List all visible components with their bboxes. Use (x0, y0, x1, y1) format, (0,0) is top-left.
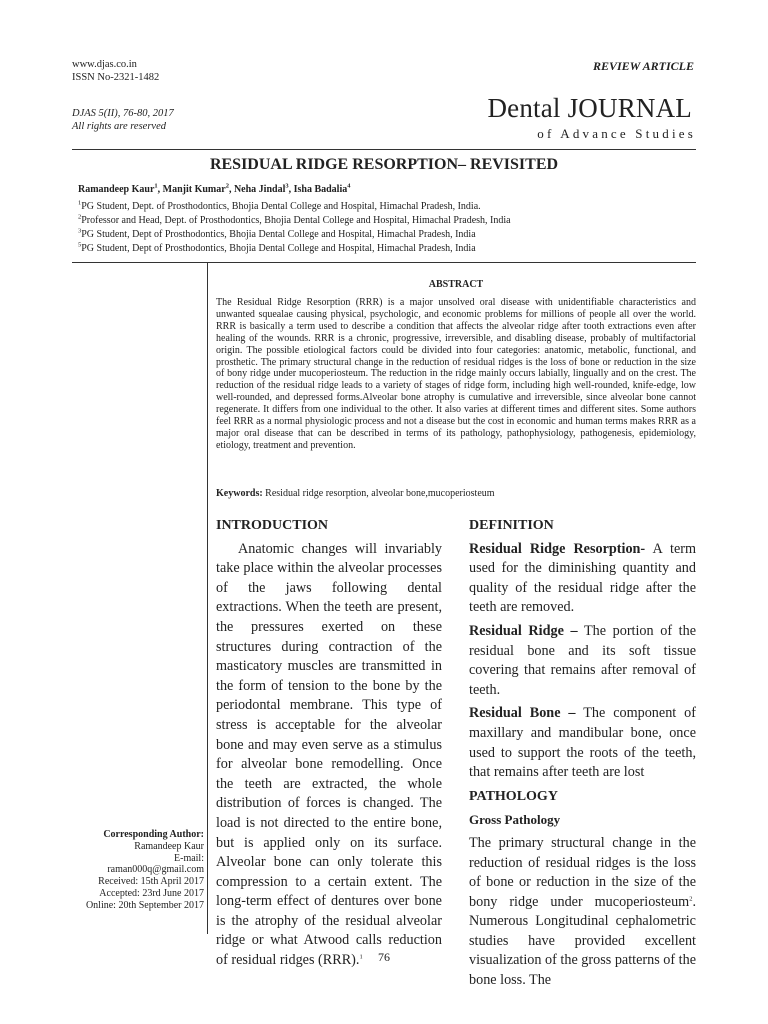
definition-item (469, 704, 696, 782)
affiliation-sup: 5 (78, 241, 82, 249)
corresponding-email[interactable]: raman000q@gmail.com (107, 864, 204, 876)
affiliation-sup: 1 (78, 199, 82, 207)
pathology-text: The primary structural change in the reduction of residual ridges is the loss of bone or reduction in the size of the bony ridge under mucoperiosteum (469, 834, 696, 910)
citation-ref: 2 (689, 894, 693, 902)
accepted-date: Accepted: 23rd June 2017 (99, 887, 204, 899)
definition-text: The portion of the residual bone and its soft tissue covering that remains after removal of teeth. (469, 622, 696, 698)
definition-section (469, 516, 696, 991)
affiliation-sup: 3 (78, 227, 82, 235)
affiliation (78, 228, 698, 242)
pathology-heading: PATHOLOGY (469, 788, 558, 804)
abstract-heading: ABSTRACT (428, 279, 484, 290)
affiliation-text: PG Student, Dept of Prosthodontics, Bhojia Dental College and Hospital, Himachal Pradesh, India (81, 243, 476, 254)
definition-text: The component of maxillary and mandibular bone, once used to support the roots of the teeth, that remains after teeth are lost (469, 705, 696, 781)
journal-subtitle: of Advance Studies (537, 126, 696, 141)
affiliation-text: Professor and Head, Dept. of Prosthodontics, Bhojia Dental College and Hospital, Himachal Pradesh, India (81, 215, 511, 226)
corresponding-name: Ramandeep Kaur (134, 840, 204, 852)
author-list: Ramandeep Kaur$^1$, Manjit Kumar$^2$, Neha Jindal$^3$, Isha Badalia$^4$ (78, 182, 351, 195)
journal-name: Dental JOURNAL (487, 93, 692, 123)
author-name: Isha Badalia (293, 184, 348, 195)
author-sup: 3 (285, 182, 289, 190)
affiliation-divider (72, 262, 696, 263)
rights-notice: All rights are reserved (72, 121, 166, 132)
header-divider (72, 149, 696, 150)
introduction-paragraph (216, 540, 442, 971)
journal-website[interactable]: www.djas.co.in (72, 59, 137, 70)
definition-item (469, 540, 696, 618)
introduction-text: Anatomic changes will invariably take place within the alveolar processes of the jaws following dental extractions. When the teeth are present, the pressures exerted on these structures during contraction of the masticatory muscles are transmitted in the form of tension to the bone by the periodontal membrane. This type of stress is acceptable for the alveolar bone and may even serve as a stimulus for alveolar bone remodelling. Once the teeth are extracted, the whole distribution of forces is changed. The load is not directed to the entire bone, but is applied only on its surface. Alveolar bone can only tolerate this compression to a certain extent. The long-term effect of dentures over bone is the atrophy of the residual alveolar ridge or what Atwood calls reduction of residual ridges (RRR). (216, 540, 442, 969)
definition-text: A term used for the diminishing quantity and quality of the residual ridge after the teeth are removed. (469, 540, 696, 616)
corresponding-author-box (64, 829, 204, 912)
author-name: Neha Jindal (233, 184, 286, 195)
author-name: Ramandeep Kaur (78, 184, 155, 195)
definition-heading: DEFINITION (469, 518, 554, 533)
email-label: E-mail: (174, 852, 204, 864)
page-number: 76 (378, 950, 390, 964)
column-rule (207, 262, 208, 934)
affiliations (78, 200, 698, 256)
abstract-text: The Residual Ridge Resorption (RRR) is a major unsolved oral disease with unidentifiable characteristics and unwanted squealae causing physical, psychologic, and economic problems for millions of people all over the world. RRR is basically a term used to describe a condition that affects the alveolar ridge after tooth extractions even after healing of the wounds. RRR is a chronic, progressive, irreversible, and disabling disease, probably of multifactorial origin. The possible etiological factors could be divided into four categories: anatomic, metabolic, functional, and prosthetic. The primary structural change in the reduction of residual ridges is the loss of bone or reduction in the size of bony ridge under mucoperiosteum. The reduction in the ridge mainly occurs labially, lingually and on the crest. The reduction of the residual ridge leads to a variety of stages of ridge form, including high well-rounded, knife-edge, low well-rounded, and depressed forms.Alveolar bone atrophy is cumulative and irreversible, since alveolar bone cannot regenerate. It differs from one individual to the other. It also varies at different times and different sites. Some authors feel RRR as a normal physiologic process and not a disease but the cost in economic and human terms makes RRR as a major oral disease that can be described in terms of its pathology, pathophysiology, pathogenesis, epidemiology, etiology, treatment and prevention. (216, 297, 696, 451)
gross-pathology-heading: Gross Pathology (469, 812, 561, 828)
pathology-paragraph (469, 834, 696, 991)
issn: ISSN No-2321-1482 (72, 72, 160, 83)
affiliation-text: PG Student, Dept. of Prosthodontics, Bhojia Dental College and Hospital, Himachal Pradesh, India. (81, 201, 481, 212)
keywords (216, 488, 696, 499)
affiliation-text: PG Student, Dept of Prosthodontics, Bhojia Dental College and Hospital, Himachal Pradesh, India (81, 229, 476, 240)
online-date: Online: 20th September 2017 (85, 899, 204, 911)
affiliation (78, 242, 698, 256)
pathology-text-cont: . Numerous Longitudinal cephalometric studies have provided excellent visualization of the gross patterns of the bone loss. The (469, 893, 696, 989)
definition-item (469, 622, 696, 700)
citation-ref: 1 (359, 953, 363, 961)
keywords-label: Keywords: (216, 488, 263, 499)
author-sup: 4 (347, 182, 351, 190)
definition-term: Residual Ridge Resorption- (469, 540, 646, 557)
introduction-heading: INTRODUCTION (216, 518, 329, 533)
affiliation (78, 214, 698, 228)
introduction-section (216, 516, 442, 971)
article-title: RESIDUAL RIDGE RESORPTION– REVISITED (209, 156, 559, 173)
affiliation (78, 200, 698, 214)
definition-term: Residual Ridge – (469, 622, 578, 639)
definition-term: Residual Bone – (469, 705, 576, 722)
author-name: Manjit Kumar (162, 184, 226, 195)
received-date: Received: 15th April 2017 (98, 876, 204, 888)
author-sup: 2 (225, 182, 229, 190)
article-type: REVIEW ARTICLE (592, 59, 694, 73)
author-sup: 1 (154, 182, 158, 190)
citation: DJAS 5(II), 76-80, 2017 (72, 108, 174, 119)
keywords-text: Residual ridge resorption, alveolar bone,mucoperiosteum (265, 488, 495, 499)
corresponding-label: Corresponding Author: (103, 829, 204, 840)
affiliation-sup: 2 (78, 213, 82, 221)
